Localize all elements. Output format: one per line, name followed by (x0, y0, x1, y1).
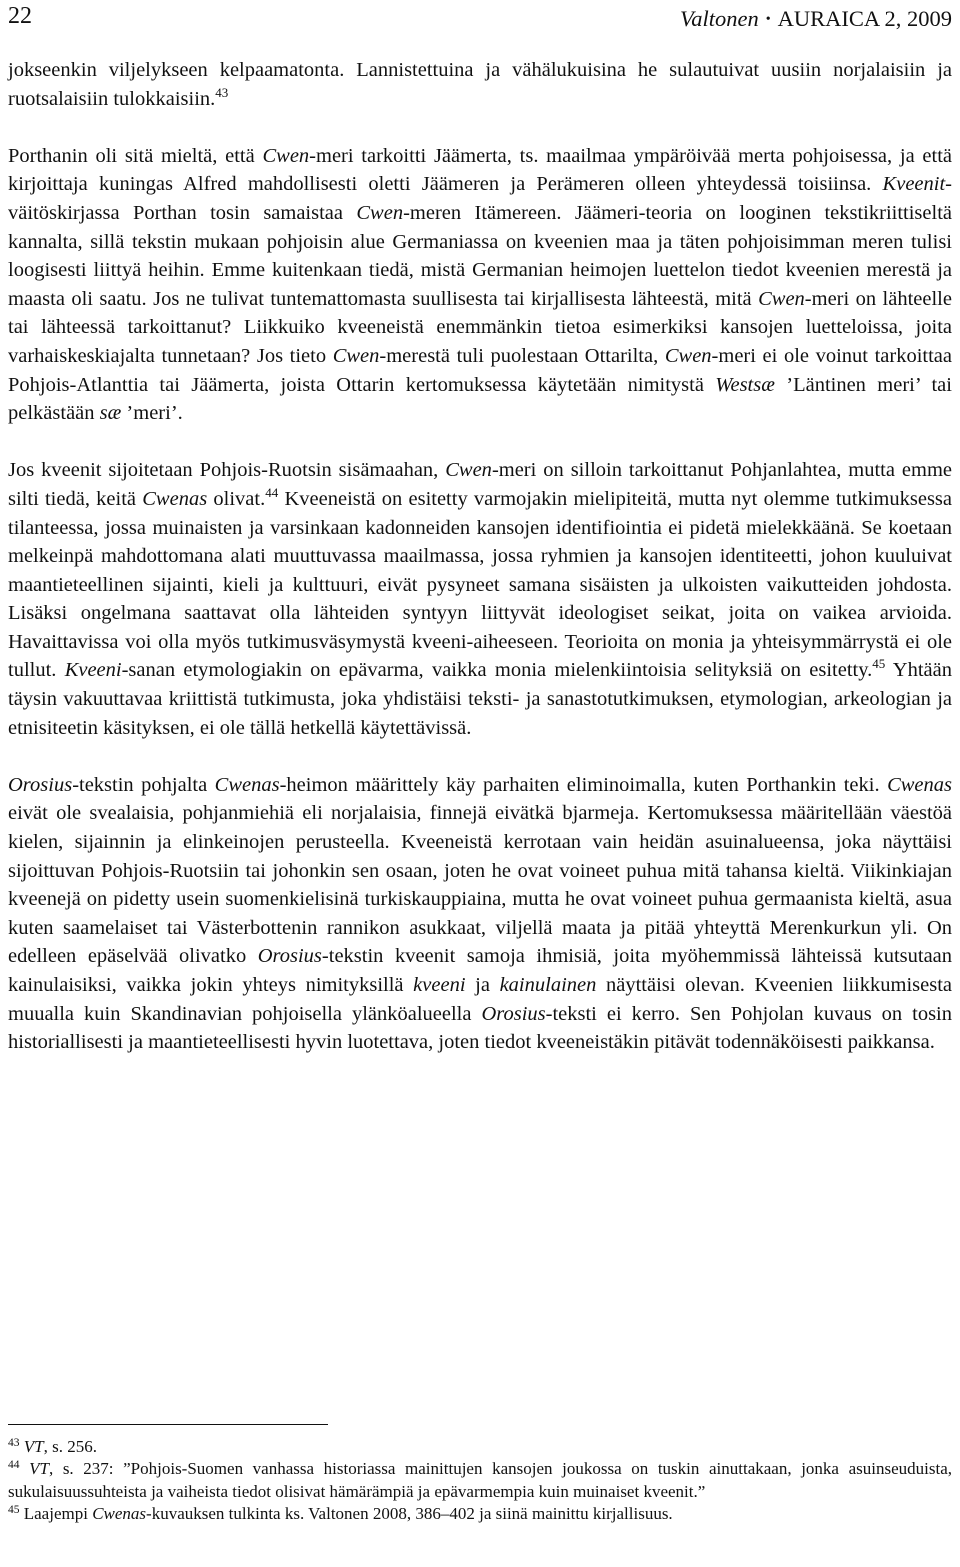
italic-text: Cwen (758, 287, 805, 310)
footnote-44 (8, 1458, 952, 1503)
body-text (8, 56, 952, 1057)
italic-text: Orosius (8, 773, 73, 796)
footnote-reference: 45 (8, 1503, 20, 1516)
footnotes (8, 1436, 952, 1525)
footnote-reference: 43 (215, 84, 229, 100)
italic-text: Cwen (356, 201, 404, 224)
text-run: ja (465, 974, 500, 996)
italic-text: VT (29, 1459, 49, 1479)
italic-text: Kveeni (64, 659, 122, 682)
text-run: -meren Itämereen. Jäämeri-teoria on looginen tekstikriittiseltä kannalta, sillä tekstin mukaan pohjoisin alue Germaniassa on kveenien maa ja täten pohjoisimman meren tulisi loogisesti liittyä heihin. Emme kuitenkaan tiedä, mistä Germanian heimojen luettelon tiedot kveenien merestä ja maasta oli saatu. Jos ne tulivat tuntemattomasta suullisesta tai kirjallisesta lähteestä, mitä (8, 201, 953, 310)
italic-text: Cwenas (214, 773, 280, 796)
text-run: -kuvauksen tulkinta ks. Valtonen 2008, 386–402 ja siinä mainittu kirjallisuus. (146, 1503, 673, 1523)
text-run: ’Läntinen meri’ tai pelkästään (8, 373, 952, 425)
text-run: -meri on silloin tarkoittanut Pohjanlahtea, mutta emme silti tiedä, keitä (8, 459, 952, 510)
footnote-divider (8, 1424, 328, 1425)
footnote-43 (8, 1436, 952, 1458)
text-run: , s. 256. (43, 1437, 97, 1456)
footnote-reference: 44 (265, 484, 279, 500)
running-head-author: Valtonen (679, 6, 759, 31)
italic-text: Orosius (481, 1002, 546, 1025)
text-run: Kveeneistä on esitetty varmojakin mielipiteitä, mutta nyt olemme tutkimuksessa tilanteessa, jossa muinaisten ja varsinkaan kadonneiden kansojen identifiointia ei pidetä mielekkäänä. Se koetaan melkeinpä mahdottomana alati muuttuvassa maailmassa, jossa ryhmien ja kansojen identiteetti, johon kuuluivat maantieteellinen sijainti, kieli ja kulttuuri, eivät pysyneet samana sisäisten ja ulkoisten vaikutteiden johdosta. Lisäksi ongelmana saattavat olla lähteiden syntyyn liittyvät ideologiset seikat, joita on vaikea arvioida. Havaittavissa voi olla myös tutkimusväsymystä kveeni-aiheeseen. Teorioita on monia ja yhteisymmärrystä ei ole tullut. (8, 487, 952, 682)
italic-text: VT (23, 1437, 44, 1456)
italic-text: Cwen (262, 144, 310, 167)
paragraph-1 (8, 56, 952, 113)
text-run: Yhtään täysin vakuuttavaa kriittistä tutkimusta, joka yhdistäisi teksti- ja sanastotutkimuksen, etymologian, arkeologian ja etnisiteetin käsityksen, ei ole tällä hetkellä käytettävissä. (8, 659, 952, 739)
text-run: , s. 237: ”Pohjois-Suomen vanhassa historiassa mainittujen kansojen joukossa on tuskin ainuttakaan, jonka asuinseuduista, sukulaisuussuhteista ja vaiheista tiedot olisivat hämärämpiä ja epävarmempia kuin muinaiset kveenit.” (8, 1459, 952, 1501)
text-run: näyttäisi olevan. Kveenien liikkumisesta muualla kuin Skandinavian pohjoisella ylänköalueella (8, 974, 952, 1025)
footnote-reference: 43 (8, 1437, 20, 1449)
paragraph-3 (8, 456, 952, 742)
text-run: olivat. (207, 487, 266, 510)
text-run: eivät ole svealaisia, pohjanmiehiä eli norjalaisia, finnejä eivätkä bjarmeja. Kertomuksessa määritellään väestöä kielen, sijainnin ja elinkeinojen perusteella. Kveeneistä kerrotaan vain heidän asuinalueensa, joka näyttäisi sijoittuvan Pohjois-Ruotsiin tai johonkin sen osaan, joten he ovat voineet puhua mitä tahansa kieltä. Viikinkiajan kveenejä on pidetty usein suomenkielisinä turkiskauppiaina, mutta he ovat voineet puhua germaanista kieltä, asua kuten saamelaiset tai Västerbottenin rannikon asukkaat, viljellä maata ja pitää yhteyttä Merenkurkun yli. On edelleen epäselvää olivatko (8, 802, 952, 968)
text-run: -väitöskirjassa Porthan tosin samaistaa (8, 173, 952, 224)
page-number: 22 (8, 3, 32, 29)
text-run: -heimon määrittely käy parhaiten eliminoimalla, kuten Porthankin teki. (279, 773, 888, 796)
italic-text: Cwenas (887, 773, 952, 796)
italic-text: Cwenas (142, 487, 208, 510)
italic-text: Cwen (332, 344, 380, 367)
text-run: -teksti ei kerro. Sen Pohjolan kuvaus on tosin historiallisesti ja maantieteellisesti hyvin luotettava, joten tiedot kveeneistäkin pitävät todennäköisesti paikkansa. (8, 1002, 952, 1054)
running-header (8, 0, 952, 40)
italic-text: Kveenit (882, 173, 946, 196)
running-head-journal: AURAICA 2, 2009 (777, 6, 952, 31)
italic-text: Cwenas (92, 1503, 147, 1523)
italic-text: kainulainen (499, 974, 597, 996)
text-run: Laajempi (19, 1503, 93, 1523)
italic-text: Cwen (445, 459, 492, 482)
italic-text: kveeni (413, 974, 466, 996)
running-head (680, 6, 952, 32)
paragraph-4 (8, 771, 952, 1057)
text-run: Jos kveenit sijoitetaan Pohjois-Ruotsin sisämaahan, (8, 459, 446, 482)
text-run: -merestä tuli puolestaan Ottarilta, (379, 344, 665, 367)
text-run: Porthanin oli sitä mieltä, että (8, 144, 263, 167)
footnote-45 (8, 1503, 952, 1525)
footnote-reference: 44 (8, 1459, 20, 1472)
text-run: ’meri’. (121, 402, 183, 425)
italic-text: sæ (99, 402, 122, 425)
italic-text: Westsæ (715, 373, 775, 396)
text-run: jokseenkin viljelykseen kelpaamatonta. Lannistettuina ja vähälukuisina he sulautuivat uusiin norjalaisiin ja ruotsalaisiin tulokkaisiin. (8, 59, 952, 110)
bullet-separator: • (765, 12, 771, 27)
text-run: -meri on lähteelle tai lähteessä tarkoittanut? Liikkuiko kveeneistä enemmänkin tietoa esimerkiksi kansojen luetteloissa, joita varhaiskeskiajalta tunnetaan? Jos tieto (8, 287, 952, 367)
italic-text: Orosius (257, 945, 322, 968)
text-run: -tekstin pohjalta (72, 773, 215, 796)
italic-text: Cwen (664, 344, 712, 367)
text-run: -sanan etymologiakin on epävarma, vaikka monia mielenkiintoisia selityksiä on esitetty. (121, 659, 873, 682)
text-run: -meri ei ole voinut tarkoittaa Pohjois-Atlanttia tai Jäämerta, joista Ottarin kertomuksessa käytetään nimitystä (8, 344, 952, 396)
text-run: -tekstin kveenit samoja ihmisiä, joita myöhemmissä lähteissä kutsutaan kainulaisiksi, vaikka jokin yhteys nimityksillä (8, 945, 953, 996)
paragraph-2 (8, 142, 952, 428)
text-run (20, 1459, 30, 1478)
text-run: -meri tarkoitti Jäämerta, ts. maailmaa ympäröivää merta pohjoisessa, ja että kirjoittaja kuningas Alfred mahdollisesti oletti Jäämeren ja Perämeren olleen yhteydessä toisiinsa. (8, 144, 953, 196)
footnote-reference: 45 (872, 656, 886, 672)
